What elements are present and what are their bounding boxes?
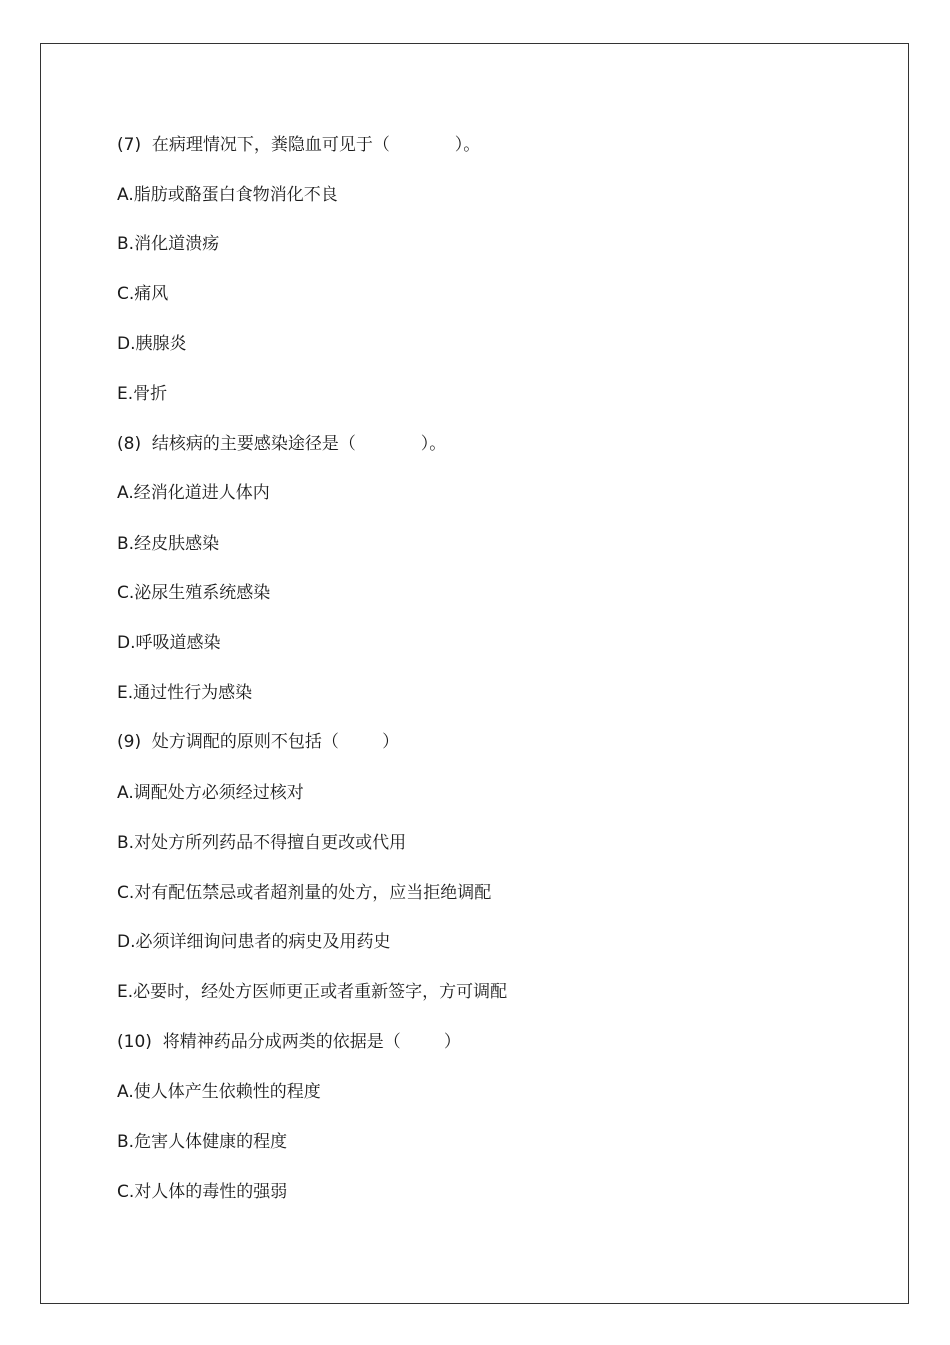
question-9-option-b: B.对处方所列药品不得擅自更改或代用 <box>117 833 407 853</box>
question-10-option-c: C.对人体的毒性的强弱 <box>117 1182 288 1202</box>
question-9-option-a: A.调配处方必须经过核对 <box>117 783 304 803</box>
question-10-stem: (10) 将精神药品分成两类的依据是（ ） <box>117 1032 461 1052</box>
question-8-option-c: C.泌尿生殖系统感染 <box>117 583 271 603</box>
question-8-option-a: A.经消化道进人体内 <box>117 483 270 503</box>
question-9-option-c: C.对有配伍禁忌或者超剂量的处方，应当拒绝调配 <box>117 883 492 903</box>
question-7-stem: (7) 在病理情况下，粪隐血可见于（ ）。 <box>117 135 481 155</box>
question-9-option-d: D.必须详细询问患者的病史及用药史 <box>117 932 391 952</box>
question-8-stem: (8) 结核病的主要感染途径是（ ）。 <box>117 434 447 454</box>
question-8-option-e: E.通过性行为感染 <box>117 683 253 703</box>
question-10-option-a: A.使人体产生依赖性的程度 <box>117 1082 321 1102</box>
question-7-option-c: C.痛风 <box>117 284 169 304</box>
question-8-option-d: D.呼吸道感染 <box>117 633 221 653</box>
question-7-option-a: A.脂肪或酪蛋白食物消化不良 <box>117 185 338 205</box>
question-7-option-b: B.消化道溃疡 <box>117 234 220 254</box>
question-8-option-b: B.经皮肤感染 <box>117 534 220 554</box>
question-7-option-e: E.骨折 <box>117 384 168 404</box>
question-9-option-e: E.必要时，经处方医师更正或者重新签字，方可调配 <box>117 982 508 1002</box>
question-9-stem: (9) 处方调配的原则不包括（ ） <box>117 732 400 752</box>
question-10-option-b: B.危害人体健康的程度 <box>117 1132 288 1152</box>
page-border <box>40 43 909 1304</box>
question-7-option-d: D.胰腺炎 <box>117 334 187 354</box>
